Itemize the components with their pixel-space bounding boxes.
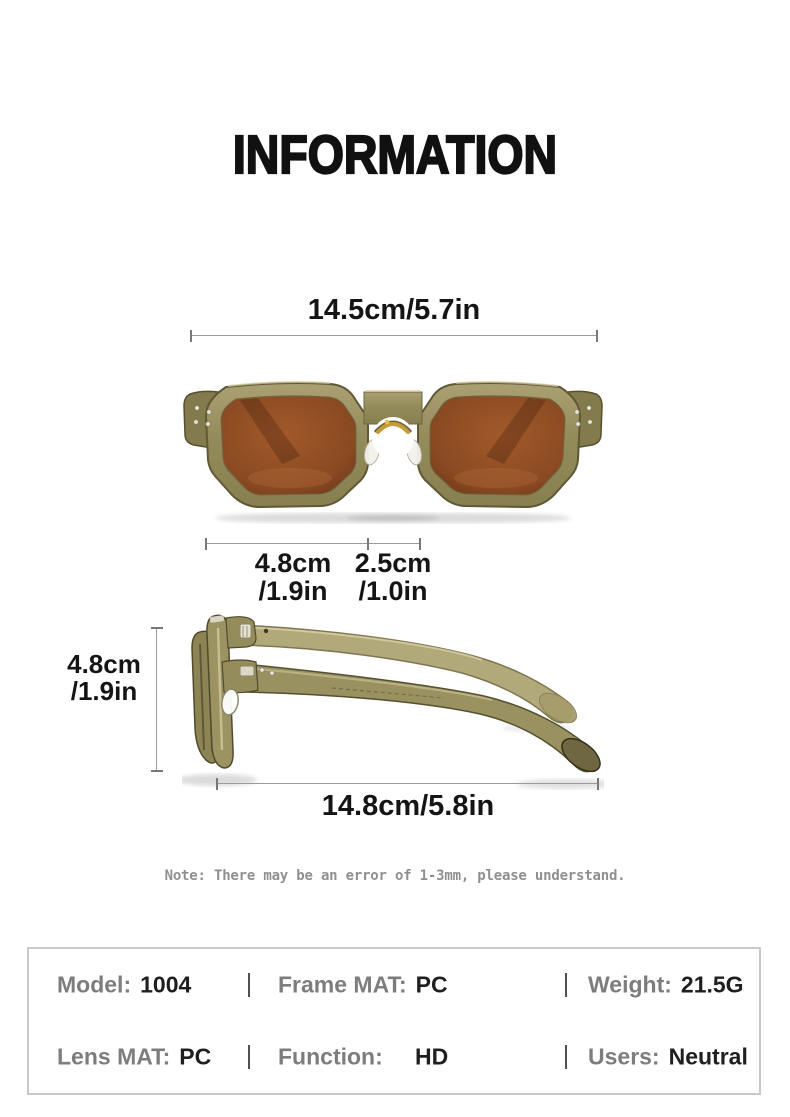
frame-height-measure-line <box>156 627 157 772</box>
lens-width-cm: 4.8cm <box>254 548 332 578</box>
rivet <box>195 406 199 410</box>
spec-value: Neutral <box>668 1043 748 1070</box>
tick-mark <box>216 778 218 790</box>
column-divider <box>248 1045 250 1069</box>
rivet <box>260 668 264 672</box>
spec-cell-lens-mat <box>57 1044 211 1071</box>
rivet <box>194 420 198 424</box>
tick-mark <box>151 770 163 772</box>
sunglasses-side-view <box>182 600 604 792</box>
frame-height-in: /1.9in <box>70 676 138 706</box>
spec-label: Frame MAT: <box>278 971 407 998</box>
spec-cell-weight <box>588 972 744 999</box>
spec-label: Weight: <box>588 971 672 998</box>
spec-label: Model: <box>57 971 132 998</box>
spec-cell-frame-mat <box>278 972 448 999</box>
spec-cell-model <box>57 972 191 999</box>
front-shadow <box>347 513 571 523</box>
page-title: INFORMATION <box>232 125 558 185</box>
rivet <box>270 671 274 675</box>
lens-reflection <box>248 468 332 488</box>
tick-mark <box>596 330 598 342</box>
tick-mark <box>151 627 163 629</box>
bridge-width-label <box>334 549 452 605</box>
lens-bridge-measure-line <box>205 543 421 544</box>
total-width-measure-line <box>190 335 598 336</box>
left-half-frame <box>184 382 382 507</box>
frame-height-cm: 4.8cm <box>67 649 141 679</box>
spec-label: Function: <box>278 1043 383 1070</box>
total-width-label: 14.5cm/5.7in <box>307 294 481 326</box>
spec-value: PC <box>179 1043 212 1070</box>
side-shadow <box>182 774 257 786</box>
lower-temple-arm <box>241 664 598 772</box>
column-divider <box>248 973 250 997</box>
hinge-plate <box>240 666 254 676</box>
tick-mark <box>597 778 599 790</box>
hinge-plate <box>240 624 251 638</box>
temple-length-label: 14.8cm/5.8in <box>321 790 495 822</box>
bridge-width-cm: 2.5cm <box>354 548 432 578</box>
side-shadow <box>517 779 604 789</box>
spec-row-2 <box>29 1021 759 1093</box>
sunglasses-front-image <box>182 372 604 524</box>
spec-value: 21.5G <box>680 971 744 998</box>
tolerance-note: Note: There may be an error of 1-3mm, please understand. <box>164 868 626 884</box>
sunglasses-front-view <box>182 372 604 524</box>
sunglasses-side-image <box>182 600 604 792</box>
temple-length-measure-line <box>216 783 599 784</box>
column-divider <box>565 973 567 997</box>
bridge-width-in: /1.0in <box>358 576 428 606</box>
gold-glint <box>385 420 390 425</box>
spec-cell-users <box>588 1044 748 1071</box>
spec-row-1 <box>29 949 759 1021</box>
spec-value: 1004 <box>140 971 192 998</box>
spec-label: Users: <box>588 1043 660 1070</box>
spec-label: Lens MAT: <box>57 1043 171 1070</box>
spec-value: PC <box>415 971 448 998</box>
rivet <box>206 422 210 426</box>
tick-mark <box>190 330 192 342</box>
rivet <box>207 410 211 414</box>
hinge-screw <box>264 629 268 633</box>
column-divider <box>565 1045 567 1069</box>
spec-cell-function <box>278 1044 448 1071</box>
tick-mark <box>205 538 207 550</box>
spec-value: HD <box>415 1043 449 1070</box>
right-half-frame <box>404 382 602 507</box>
frame-height-label <box>55 651 153 705</box>
lens-width-in: /1.9in <box>258 576 328 606</box>
spec-table <box>27 947 761 1095</box>
